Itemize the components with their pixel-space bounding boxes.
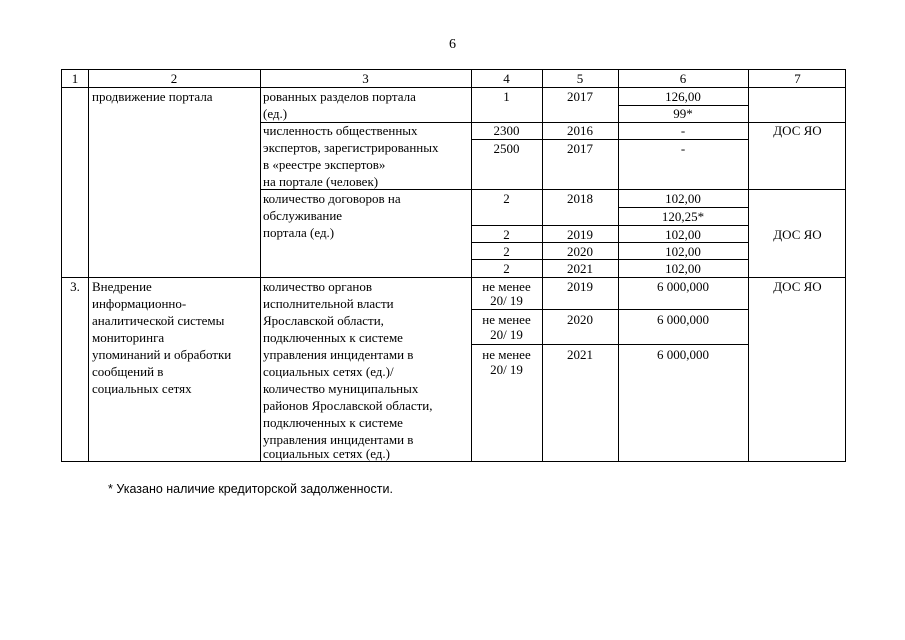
header-cell: 4 xyxy=(503,71,510,86)
table-cell: в «реестре экспертов» xyxy=(263,157,386,172)
table-cell: 2017 xyxy=(567,89,593,104)
table-cell: упоминаний и обработки xyxy=(92,347,232,362)
table-cell: социальных сетях (ед.) xyxy=(263,446,390,461)
table-cell: 102,00 xyxy=(665,261,701,276)
table-cell: рованных разделов портала xyxy=(263,89,416,104)
table-cell: обслуживание xyxy=(263,208,343,223)
table-cell: 1 xyxy=(503,89,510,104)
table-cell: 2016 xyxy=(567,123,593,138)
table-cell: управления инцидентами в xyxy=(263,347,414,362)
table-cell: 2500 xyxy=(493,141,520,156)
table-cell: информационно- xyxy=(92,296,187,311)
header-cell: 2 xyxy=(170,71,178,86)
table-cell: 6 000,000 xyxy=(657,279,709,294)
table-cell: продвижение портала xyxy=(92,89,213,104)
table-cell: ДОС ЯО xyxy=(773,123,822,138)
table-cell: управления инцидентами в xyxy=(263,432,414,447)
row-divider xyxy=(471,344,748,345)
table-cell: 2019 xyxy=(567,279,593,294)
row-divider xyxy=(471,309,748,310)
table-cell: районов Ярославской области, xyxy=(263,398,433,413)
table-cell: 2020 xyxy=(567,244,593,259)
table-cell: 2300 xyxy=(493,123,520,138)
page-number: 6 xyxy=(449,37,456,52)
table-cell: ДОС ЯО xyxy=(773,279,822,294)
table-cell: 102,00 xyxy=(665,191,701,206)
col-divider xyxy=(260,70,261,461)
table-cell: социальных сетях (ед.)/ xyxy=(263,364,394,379)
table-cell: 6 000,000 xyxy=(657,312,709,327)
table-cell: ДОС ЯО xyxy=(773,227,822,242)
table-cell: 126,00 xyxy=(665,89,701,104)
header-cell: 5 xyxy=(576,71,584,86)
table-cell: количество договоров на xyxy=(263,191,401,206)
table-cell: 2019 xyxy=(567,227,593,242)
table-cell: экспертов, зарегистрированных xyxy=(263,140,439,155)
table-cell: подключенных к системе xyxy=(263,330,403,345)
table-cell: исполнительной власти xyxy=(263,296,394,311)
table-cell: 2021 xyxy=(567,261,593,276)
table-cell: 2 xyxy=(503,244,510,259)
table-cell: 6 000,000 xyxy=(657,347,709,362)
table-cell: 2017 xyxy=(567,141,593,156)
table-cell: портала (ед.) xyxy=(263,225,335,240)
table-cell: не менее xyxy=(482,347,531,362)
table-cell: - xyxy=(680,123,686,138)
table-cell: аналитической системы xyxy=(92,313,225,328)
data-table xyxy=(61,69,846,462)
table-cell: 20/ 19 xyxy=(490,293,523,308)
table-cell: сообщений в xyxy=(92,364,164,379)
table-cell: не менее xyxy=(482,312,531,327)
table-cell: - xyxy=(680,141,686,156)
table-cell: Внедрение xyxy=(92,279,152,294)
table-cell: количество муниципальных xyxy=(263,381,419,396)
table-cell: 2 xyxy=(503,227,510,242)
table-cell: 102,00 xyxy=(665,227,701,242)
header-cell: 6 xyxy=(679,71,687,86)
table-cell: на портале (человек) xyxy=(263,174,379,189)
table-cell: (ед.) xyxy=(263,106,288,121)
table-cell: мониторинга xyxy=(92,330,165,345)
table-cell: численность общественных xyxy=(263,123,418,138)
header-cell: 3 xyxy=(362,71,369,86)
table-cell: 20/ 19 xyxy=(490,327,523,342)
table-cell: 3. xyxy=(70,279,80,294)
table-cell: Ярославской области, xyxy=(263,313,384,328)
table-cell: 2020 xyxy=(567,312,593,327)
table-cell: 2018 xyxy=(567,191,593,206)
table-cell: подключенных к системе xyxy=(263,415,403,430)
table-cell: количество органов xyxy=(263,279,373,294)
table-cell: 120,25* xyxy=(661,209,705,224)
table-cell: 102,00 xyxy=(665,244,701,259)
table-cell: 20/ 19 xyxy=(490,362,523,377)
table-cell: 99* xyxy=(673,106,693,121)
header-cell: 7 xyxy=(794,71,801,86)
table-cell: социальных сетях xyxy=(92,381,192,396)
table-cell: 2 xyxy=(503,261,510,276)
footnote: * Указано наличие кредиторской задолженности. xyxy=(108,482,393,496)
table-cell: 2021 xyxy=(567,347,593,362)
table-cell: 2 xyxy=(503,191,510,206)
header-cell: 1 xyxy=(71,71,79,86)
table-cell: не менее xyxy=(482,279,531,294)
col-divider xyxy=(88,70,89,461)
